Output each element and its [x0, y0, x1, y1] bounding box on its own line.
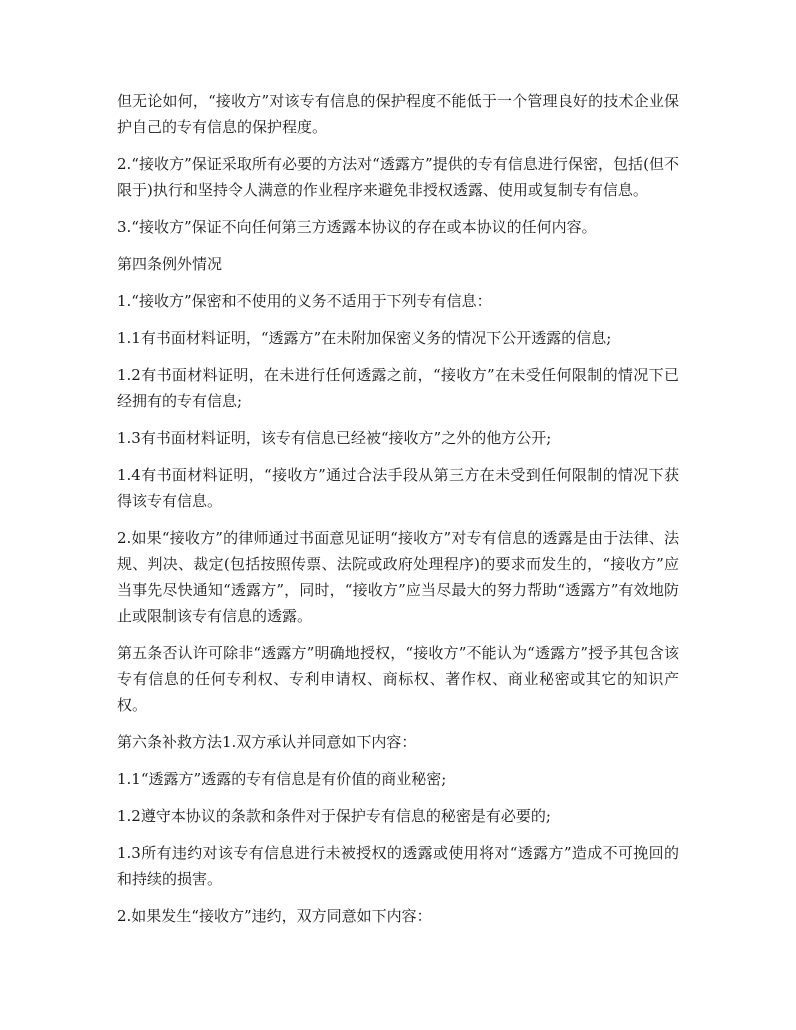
article-5-paragraph: 第五条否认许可除非“透露方”明确地授权，“接收方”不能认为“透露方”授予其包含该专有信息的任何专利权、专利申请权、商标权、著作权、商业秘密或其它的知识产权。 [117, 644, 679, 714]
article-6-paragraph: 第六条补救方法1.双方承认并同意如下内容： [117, 733, 417, 751]
paragraph-protection-standard: 但无论如何，“接收方”对该专有信息的保护程度不能低于一个管理良好的技术企业保护自己的专有信息的保护程度。 [117, 92, 679, 136]
paragraph-clause-3-3: 3.“接收方”保证不向任何第三方透露本协议的存在或本协议的任何内容。 [117, 218, 597, 236]
article-4-heading: 第四条例外情况 [117, 255, 223, 273]
paragraph-clause-4-1-4: 1.4有书面材料证明，“接收方”通过合法手段从第三方在未受到任何限制的情况下获得该专有信息。 [117, 466, 679, 510]
paragraph-clause-6-2: 2.如果发生“接收方”违约，双方同意如下内容： [117, 907, 432, 925]
paragraph-clause-4-1-3: 1.3有书面材料证明，该专有信息已经被“接收方”之外的他方公开; [117, 429, 552, 447]
paragraph-clause-4-2: 2.如果“接收方”的律师通过书面意见证明“接收方”对专有信息的透露是由于法律、法规、判决、裁定(包括按照传票、法院或政府处理程序)的要求而发生的，“接收方”应当事先尽快通知“透露方”，同时，“接收方”应当尽最大的努力帮助“透露方”有效地防止或限制该专有信息的透露。 [117, 529, 679, 625]
paragraph-clause-6-1-2: 1.2遵守本协议的条款和条件对于保护专有信息的秘密是有必要的; [117, 807, 551, 825]
paragraph-clause-4-1: 1.“接收方”保密和不使用的义务不适用于下列专有信息： [117, 292, 492, 310]
paragraph-clause-6-1-1: 1.1“透露方”透露的专有信息是有价值的商业秘密; [117, 770, 447, 788]
paragraph-clause-3-2: 2.“接收方”保证采取所有必要的方法对“透露方”提供的专有信息进行保密，包括(但不限于)执行和坚持令人满意的作业程序来避免非授权透露、使用或复制专有信息。 [117, 155, 679, 199]
document-body [117, 88, 679, 940]
paragraph-clause-4-1-1: 1.1有书面材料证明，“透露方”在未附加保密义务的情况下公开透露的信息; [117, 329, 612, 347]
paragraph-clause-4-1-2: 1.2有书面材料证明，在未进行任何透露之前，“接收方”在未受任何限制的情况下已经拥有的专有信息; [117, 366, 679, 410]
paragraph-clause-6-1-3: 1.3所有违约对该专有信息进行未被授权的透露或使用将对“透露方”造成不可挽回的和持续的损害。 [117, 844, 679, 888]
